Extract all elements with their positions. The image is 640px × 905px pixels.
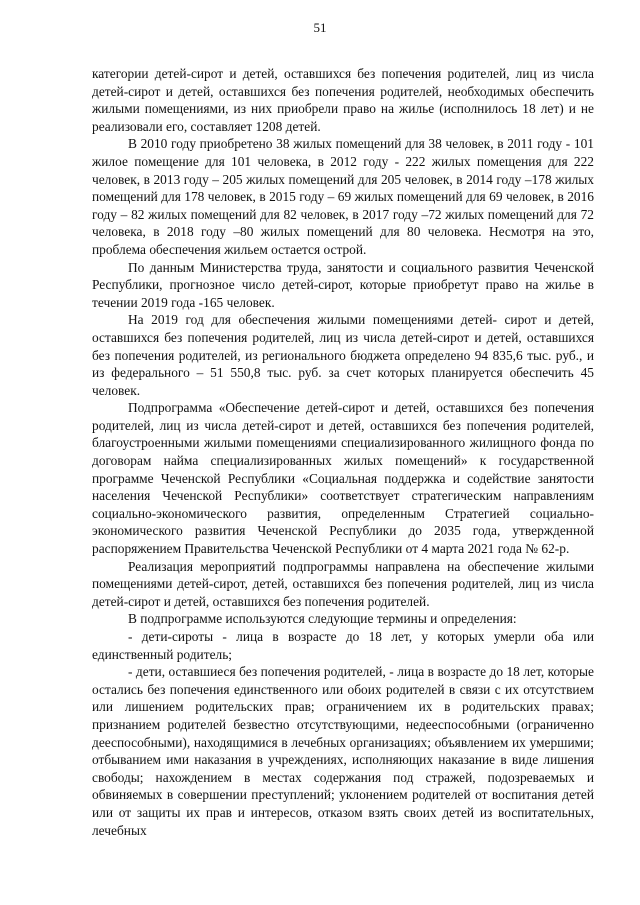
- paragraph-subprogram-goal: Реализация мероприятий подпрограммы направлена на обеспечение жилыми помещениями детей-сирот, детей, оставшихся без попечения родителей, лиц из числа детей-сирот и детей, оставшихся без попечения родителей.: [92, 558, 594, 609]
- paragraph-subprogram-strategy: Подпрограмма «Обеспечение детей-сирот и детей, оставшихся без попечения родителей, лиц из числа детей-сирот и детей, оставшихся без попечения родителей, благоустроенными жилыми помещениями специализированного жилищного фонда по договорам найма специализированных жилых помещений» к государственной программе Чеченской Республики «Социальная поддержка и содействие занятости населения Чеченской Республики» соответствует стратегическим направлениям социально-экономического развития, определенным Стратегией социально-экономического развития Чеченской Республики до 2035 года, утвержденной распоряжением Правительства Чеченской Республики от 4 марта 2021 года № 62-р.: [92, 400, 594, 557]
- paragraph-terms-intro: В подпрограмме используются следующие термины и определения:: [128, 611, 517, 627]
- definition-orphans: - дети-сироты - лица в возрасте до 18 лет, у которых умерли оба или единственный родитель;: [92, 629, 594, 662]
- page-number: 51: [313, 20, 327, 35]
- definition-children-without-care: - дети, оставшиеся без попечения родителей, - лица в возрасте до 18 лет, которые остались без попечения единственного или обоих родителей в связи с их отсутствием или лишением родительских прав; ограничением их в родительских правах; признанием родителей безвестно отсутствующими, недееспособными (ограниченно дееспособными), находящимися в лечебных организациях; объявлением их умершими; отбыванием ими наказания в учреждениях, исполняющих наказание в виде лишения свободы; нахождением в местах содержания под стражей, подозреваемых и обвиняемых в совершении преступлений; уклонением родителей от воспитания детей или от защиты их прав и интересов, отказом взять своих детей из воспитательных, лечебных: [92, 664, 594, 838]
- paragraph-housing-history: В 2010 году приобретено 38 жилых помещений для 38 человек, в 2011 году - 101 жилое помещение для 101 человека, в 2012 году - 222 жилых помещения для 222 человек, в 2013 году – 205 жилых помещений для 205 человек, в 2014 году –178 жилых помещений для 178 человек, в 2015 году – 69 жилых помещений для 69 человек, в 2016 году – 82 жилых помещений для 82 человек, в 2017 году –72 жилых помещений для 72 человека, в 2018 году –80 жилых помещений для 80 человека. Несмотря на это, проблема обеспечения жильем остается острой.: [92, 136, 594, 257]
- paragraph-ministry-forecast: По данным Министерства труда, занятости и социального развития Чеченской Республики, прогнозное число детей-сирот, которые приобретут право на жилье в течении 2019 года -165 человек.: [92, 259, 594, 310]
- paragraph-budget-2019: На 2019 год для обеспечения жилыми помещениями детей- сирот и детей, оставшихся без попечения родителей, лиц из числа детей-сирот и детей, оставшихся без попечения родителей, из регионального бюджета определено 94 835,6 тыс. руб., и из федерального – 51 550,8 тыс. руб. за счет которых планируется обеспечить 45 человек.: [92, 312, 594, 398]
- paragraph-continuation: категории детей-сирот и детей, оставшихся без попечения родителей, лиц из числа детей-сирот и детей, оставшихся без попечения родителей, необходимых обеспечить жилыми помещениями, из них приобрели право на жилье (исполнилось 18 лет) и не реализовали его, составляет 1208 детей.: [92, 66, 594, 134]
- document-body: [92, 65, 594, 839]
